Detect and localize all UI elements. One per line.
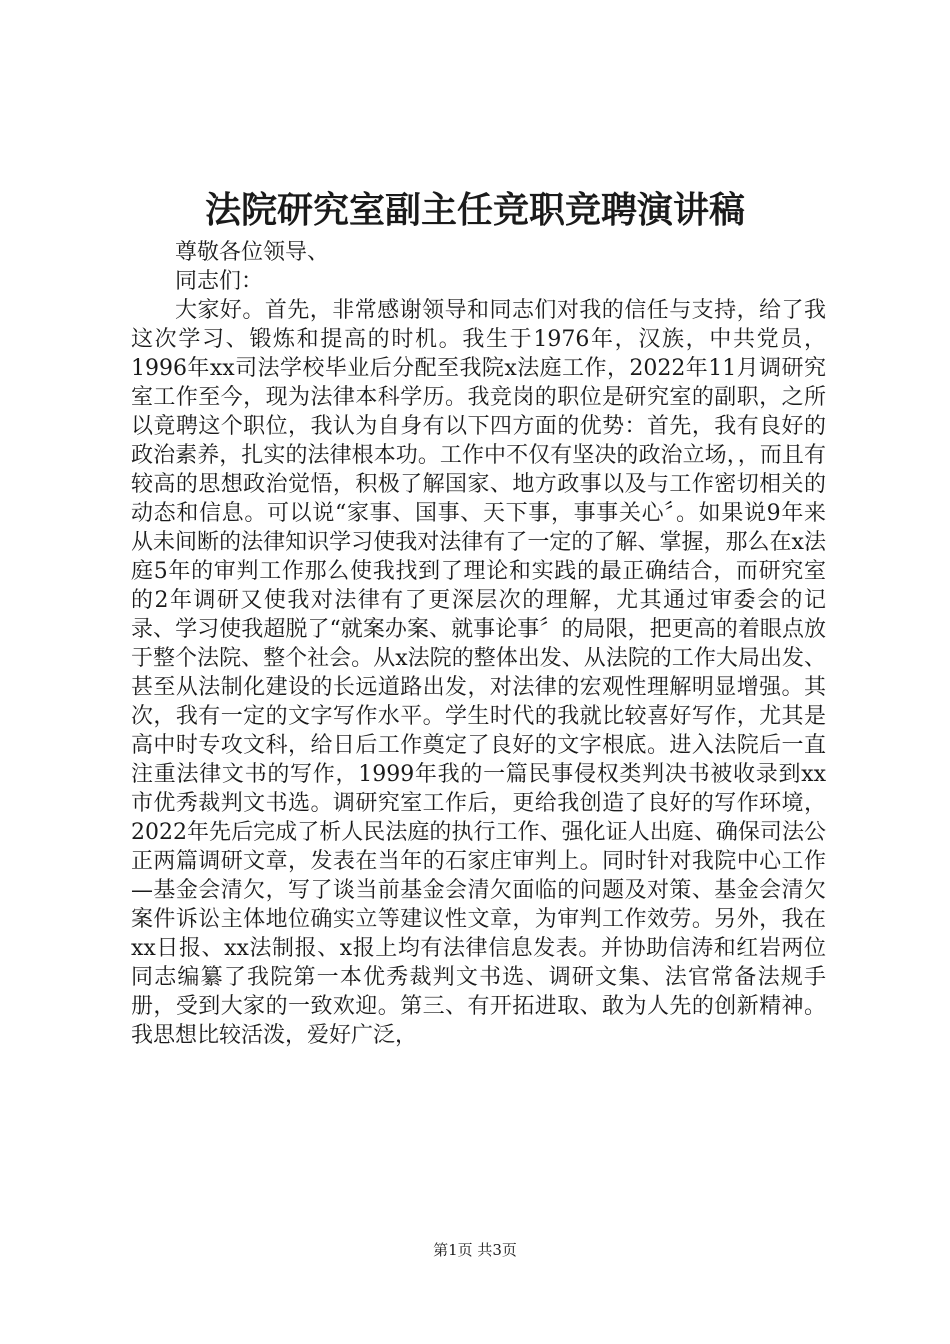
salutation-line-1: 尊敬各位领导、 xyxy=(175,240,330,265)
salutation-line-2: 同志们： xyxy=(175,269,264,294)
document-body xyxy=(131,238,826,1050)
document-title: 法院研究室副主任竞职竞聘演讲稿 xyxy=(204,189,745,231)
body-paragraph: 大家好。首先，非常感谢领导和同志们对我的信任与支持，给了我这次学习、锻炼和提高的时机。我生于1976年，汉族，中共党员，1996年xx司法学校毕业后分配至我院x法庭工作，2022年11月调研究室工作至今，现为法律本科学历。我竞岗的职位是研究室的副职，之所以竟聘这个职位，我认为自身有以下四方面的优势：首先，我有良好的政治素养，扎实的法律根本功。工作中不仅有坚决的政治立场，，而且有较高的思想政治觉悟，积极了解国家、地方政事以及与工作密切相关的动态和信息。可以说“家事、国事、天下事，事事关心〞。如果说9年来从未间断的法律知识学习使我对法律有了一定的了解、掌握，那么在x法庭5年的审判工作那么使我找到了理论和实践的最正确结合，而研究室的2年调研又使我对法律有了更深层次的理解，尤其通过审委会的记录、学习使我超脱了“就案办案、就事论事〞的局限，把更高的着眼点放于整个法院、整个社会。从x法院的整体出发、从法院的工作大局出发、甚至从法制化建设的长远道路出发，对法律的宏观性理解明显增强。其次，我有一定的文字写作水平。学生时代的我就比较喜好写作，尤其是高中时专攻文科，给日后工作奠定了良好的文字根底。进入法院后一直注重法律文书的写作，1999年我的一篇民事侵权类判决书被收录到xx市优秀裁判文书选。调研究室工作后，更给我创造了良好的写作环境，2022年先后完成了析人民法庭的执行工作、强化证人出庭、确保司法公正两篇调研文章，发表在当年的石家庄审判上。同时针对我院中心工作—基金会清欠，写了谈当前基金会清欠面临的问题及对策、基金会清欠案件诉讼主体地位确实立等建议性文章，为审判工作效劳。另外，我在xx日报、xx法制报、x报上均有法律信息发表。并协助信涛和红岩两位同志编纂了我院第一本优秀裁判文书选、调研文集、法官常备法规手册，受到大家的一致欢迎。第三、有开拓进取、敢为人先的创新精神。我思想比较活泼，爱好广泛， xyxy=(131,298,826,1048)
page-number-footer: 第1页 共3页 xyxy=(433,1241,517,1259)
